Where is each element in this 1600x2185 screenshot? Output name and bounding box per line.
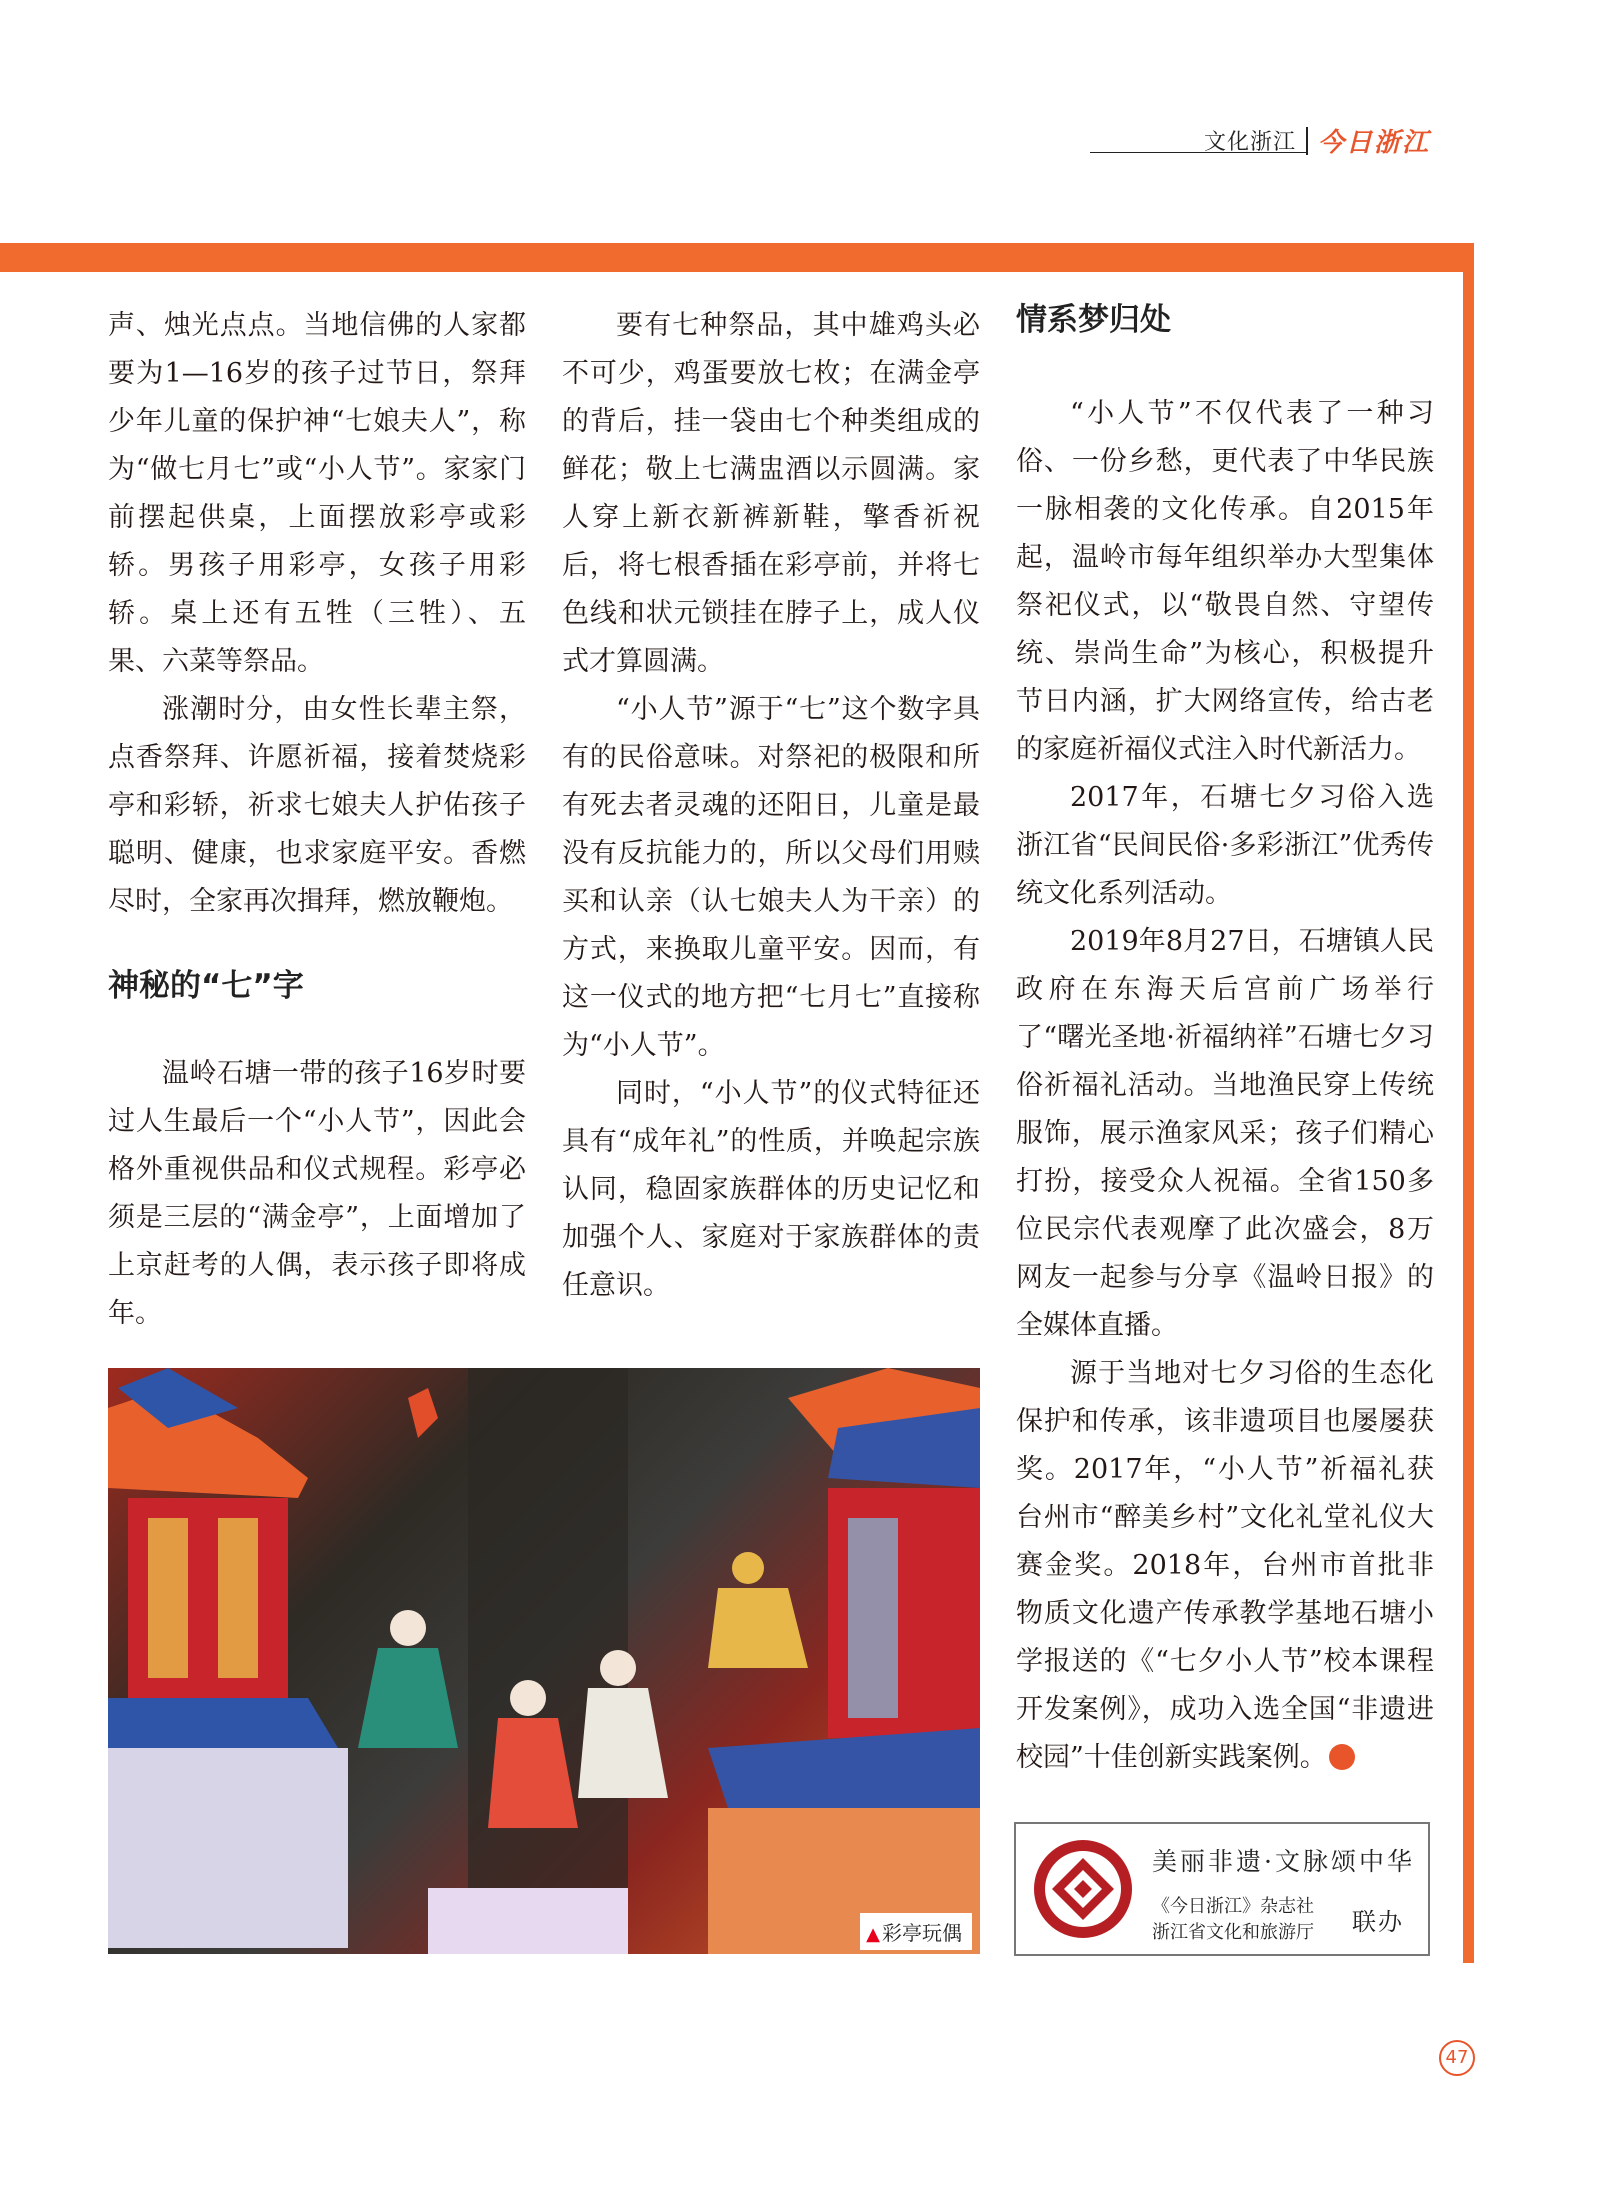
photo-paper-pavilion-dolls — [108, 1368, 980, 1954]
photo-illustration — [108, 1368, 980, 1954]
co-host-banner — [1014, 1822, 1430, 1956]
intangible-heritage-emblem-icon — [1032, 1838, 1134, 1940]
paragraph: 声、烛光点点。当地信佛的人家都要为1—16岁的孩子过节日，祭拜少年儿童的保护神“七娘夫人”，称为“做七月七”或“小人节”。家家门前摆起供桌，上面摆放彩亭或彩轿。男孩子用彩亭，女孩子用彩轿。桌上还有五牲（三牲）、五果、六菜等祭品。 — [108, 310, 526, 677]
paragraph: 温岭石塘一带的孩子16岁时要过人生最后一个“小人节”，因此会格外重视供品和仪式规程。彩亭必须是三层的“满金亭”，上面增加了上京赶考的人偶，表示孩子即将成年。 — [108, 1058, 526, 1329]
paragraph-last — [1016, 1350, 1434, 1782]
magazine-logo: 今日浙江 — [1317, 128, 1430, 158]
section-heading: 神秘的“七”字 — [108, 968, 304, 1004]
side-accent-bar — [1463, 243, 1474, 1963]
paragraph: 同时，“小人节”的仪式特征还具有“成年礼”的性质，并唤起宗族认同，稳固家族群体的历史记忆和加强个人、家庭对于家族群体的责任意识。 — [562, 1078, 980, 1301]
page-number: 47 — [1439, 2040, 1475, 2076]
paragraph-text: 源于当地对七夕习俗的生态化保护和传承，该非遗项目也屡屡获奖。2017年，“小人节”祈福礼获台州市“醉美乡村”文化礼堂礼仪大赛金奖。2018年，台州市首批非物质文化遗产传承教学基地石塘小学报送的《“七夕小人节”校本课程开发案例》，成功入选全国“非遗进校园”十佳创新实践案例。 — [1016, 1358, 1434, 1773]
section-heading: 情系梦归处 — [1016, 302, 1171, 338]
paragraph: 要有七种祭品，其中雄鸡头必不可少，鸡蛋要放七枚；在满金亭的背后，挂一袋由七个种类组成的鲜花；敬上七满盅酒以示圆满。家人穿上新衣新裤新鞋，擎香祈祝后，将七根香插在彩亭前，并将七色线和状元锁挂在脖子上，成人仪式才算圆满。 — [562, 310, 980, 677]
top-accent-bar — [0, 243, 1474, 272]
text-column-1 — [108, 302, 526, 1338]
paragraph: “小人节”源于“七”这个数字具有的民俗意味。对祭祀的极限和所有死去者灵魂的还阳日，儿童是最没有反抗能力的，所以父母们用赎买和认亲（认七娘夫人为干亲）的方式，来换取儿童平安。因而，有这一仪式的地方把“七月七”直接称为“小人节”。 — [562, 694, 980, 1061]
header-separator — [1306, 127, 1308, 155]
paragraph: “小人节”不仅代表了一种习俗、一份乡愁，更代表了中华民族一脉相袭的文化传承。自2015年起，温岭市每年组织举办大型集体祭祀仪式，以“敬畏自然、守望传统、崇尚生命”为核心，积极提升节日内涵，扩大网络宣传，给古老的家庭祈福仪式注入时代新活力。 — [1016, 398, 1434, 765]
paragraph: 2017年，石塘七夕习俗入选浙江省“民间民俗·多彩浙江”优秀传统文化系列活动。 — [1016, 782, 1434, 909]
end-mark-icon — [1329, 1744, 1355, 1770]
photo-caption — [860, 1913, 972, 1950]
banner-organizer-1: 《今日浙江》杂志社 — [1152, 1896, 1314, 1917]
paragraph: 涨潮时分，由女性长辈主祭，点香祭拜、许愿祈福，接着焚烧彩亭和彩轿，祈求七娘夫人护佑孩子聪明、健康，也求家庭平安。香燃尽时，全家再次揖拜，燃放鞭炮。 — [108, 694, 526, 917]
running-header — [1204, 122, 1430, 159]
text-column-2 — [562, 302, 980, 1310]
banner-joint-label: 联办 — [1352, 1908, 1404, 1936]
caption-text: 彩亭玩偶 — [882, 1921, 962, 1945]
section-title: 文化浙江 — [1203, 130, 1296, 155]
text-column-3 — [1016, 300, 1434, 1782]
banner-organizer-2: 浙江省文化和旅游厅 — [1152, 1922, 1314, 1943]
triangle-marker-icon: ▲ — [866, 1924, 880, 1945]
banner-slogan: 美丽非遗·文脉颂中华 — [1152, 1847, 1415, 1876]
paragraph: 2019年8月27日，石塘镇人民政府在东海天后宫前广场举行了“曙光圣地·祈福纳祥”石塘七夕习俗祈福礼活动。当地渔民穿上传统服饰，展示渔家风采；孩子们精心打扮，接受众人祝福。全省150多位民宗代表观摩了此次盛会，8万网友一起参与分享《温岭日报》的全媒体直播。 — [1016, 926, 1434, 1341]
